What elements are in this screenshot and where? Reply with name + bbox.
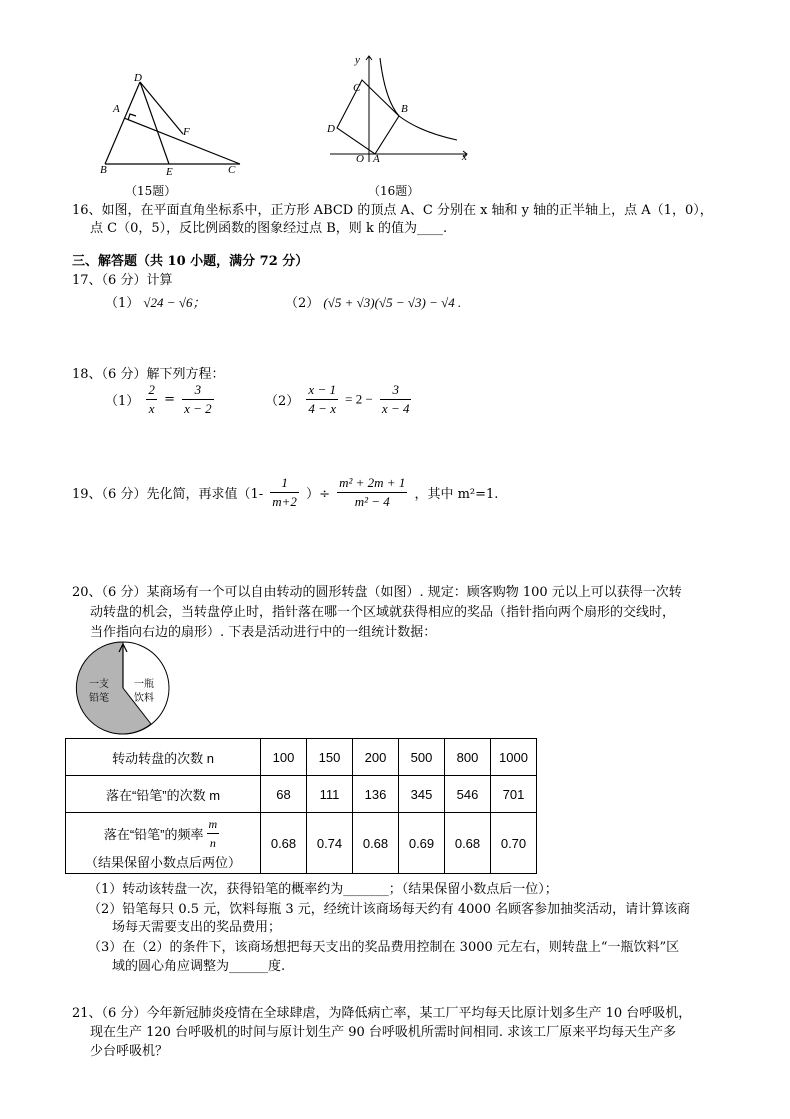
- question-20-sub3b: 域的圆心角应调整为______度.: [112, 959, 286, 974]
- q18-p1-den1: x: [148, 401, 155, 416]
- spinner-label-pencil-2: 铅笔: [89, 693, 109, 704]
- fig16-label-D: D: [327, 123, 335, 135]
- question-16-line1: 16、如图，在平面直角坐标系中，正方形 ABCD 的顶点 A、C 分别在 x 轴和 y 轴的正半轴上，点 A（1，0），: [72, 203, 713, 218]
- fig16-label-B: B: [401, 103, 408, 115]
- table-row: [66, 739, 537, 776]
- q18-part2-label: （2）: [265, 394, 300, 409]
- question-18-title: 18、（6 分）解下列方程：: [72, 367, 225, 382]
- q17-part2-expr: (√5 + √3)(√5 − √3) − √4 .: [323, 295, 462, 310]
- spinner-wheel: [70, 640, 176, 736]
- question-21-line2: 现在生产 120 台呼吸机的时间与原计划生产 90 台呼吸机所需时间相同. 求该工厂原来平均每天生产多: [90, 1025, 677, 1040]
- question-20-line2: 动转盘的机会，当转盘停止时，指针落在哪一个区域就获得相应的奖品（指针指向两个扇形的交线时，: [90, 605, 676, 620]
- q18-p2-num2: 3: [380, 381, 412, 400]
- fig15-label-F: F: [183, 126, 190, 138]
- table-cell: 0.69: [399, 813, 445, 874]
- fig15-label-D: D: [134, 72, 142, 84]
- table-cell: 0.68: [445, 813, 491, 874]
- q18-p2-num1: x − 1: [306, 381, 338, 400]
- q19-post: ，其中 m²=1.: [414, 487, 499, 502]
- table-row-header-spins: 转动转盘的次数 n: [66, 739, 261, 776]
- table-row-header-pencil-count: 落在“铅笔”的次数 m: [66, 776, 261, 813]
- table-row: [66, 776, 537, 813]
- fig15-caption: （15题）: [125, 184, 177, 198]
- statistics-table: [65, 738, 537, 874]
- q18-p2-den2: x − 4: [381, 401, 410, 416]
- question-17-part2: [285, 292, 461, 311]
- q17-part1-expr: √24 − √6；: [143, 295, 206, 310]
- fig16-label-x: x: [462, 151, 467, 163]
- question-20-sub2b: 场每天需要支出的奖品费用；: [112, 920, 282, 935]
- table-cell: 0.70: [491, 813, 537, 874]
- frequency-frac: [207, 815, 220, 852]
- question-16-line2: 点 C（0，5），反比例函数的图象经过点 B，则 k 的值为____.: [90, 221, 448, 236]
- spinner-label-drink-2: 饮料: [134, 693, 154, 704]
- question-17-title: 17、（6 分）计算: [72, 273, 173, 288]
- q18-p2-frac1: [306, 381, 338, 418]
- table-cell: 345: [399, 776, 445, 813]
- q17-part2-label: （2）: [285, 296, 320, 311]
- table-cell: 111: [307, 776, 353, 813]
- q19-den1: m+2: [272, 494, 297, 509]
- table-cell: 0.74: [307, 813, 353, 874]
- question-20-sub3a: （3）在（2）的条件下，该商场想把每天支出的奖品费用控制在 3000 元左右，则转盘上“一瓶饮料”区: [88, 940, 680, 955]
- q18-p2-mid: = 2 −: [345, 391, 373, 407]
- frequency-label: 落在“铅笔”的频率: [103, 827, 204, 842]
- q19-frac1: [270, 474, 299, 511]
- question-17-part1: [105, 292, 205, 311]
- q18-p2-frac2: [380, 381, 412, 418]
- fig15-label-E: E: [166, 166, 173, 178]
- q19-frac2: [337, 474, 407, 511]
- fig16-label-A: A: [373, 153, 380, 165]
- spinner-label-pencil-1: 一支: [89, 679, 109, 690]
- table-cell: 100: [261, 739, 307, 776]
- table-cell: 200: [353, 739, 399, 776]
- fig15-label-A: A: [113, 103, 120, 115]
- figure-15-triangle: [90, 68, 250, 178]
- frequency-note: （结果保留小数点后两位）: [84, 855, 241, 870]
- table-cell: 800: [445, 739, 491, 776]
- question-20-sub1: （1）转动该转盘一次，获得铅笔的概率约为_______；（结果保留小数点后一位）；: [88, 882, 558, 897]
- q18-p1-num1: 2: [146, 381, 157, 400]
- q19-den2: m² − 4: [354, 494, 390, 509]
- q18-p1-num2: 3: [182, 381, 214, 400]
- q19-div: ）÷: [306, 487, 330, 502]
- q19-num1: 1: [270, 474, 299, 493]
- fig16-caption: （16题）: [368, 184, 420, 198]
- question-20-sub2a: （2）铅笔每只 0.5 元，饮料每瓶 3 元，经统计该商场每天约有 4000 名顾客参加抽奖活动，请计算该商: [88, 902, 691, 917]
- table-cell: 1000: [491, 739, 537, 776]
- spinner-label-drink-1: 一瓶: [134, 679, 154, 690]
- fig15-label-C: C: [228, 164, 236, 176]
- q18-p1-frac2: [182, 381, 214, 418]
- table-cell: 150: [307, 739, 353, 776]
- question-20-line1: 20、（6 分）某商场有一个可以自由转动的圆形转盘（如图）. 规定：顾客购物 100 元以上可以获得一次转: [72, 585, 682, 600]
- question-20-line3: 当作指向右边的扇形）. 下表是活动进行中的一组统计数据：: [90, 625, 437, 640]
- frequency-frac-den: n: [209, 836, 216, 850]
- q19-pre: 19、（6 分）先化简，再求值（1-: [72, 487, 264, 502]
- table-cell: 701: [491, 776, 537, 813]
- table-row: [66, 813, 537, 874]
- section-3-heading: 三、解答题（共 10 小题，满分 72 分）: [72, 254, 309, 269]
- q18-p2-den1: 4 − x: [308, 401, 336, 416]
- fig16-label-O: O: [356, 153, 364, 165]
- q18-part1-label: （1）: [105, 394, 140, 409]
- question-18-part2: [265, 381, 414, 418]
- q18-p1-den2: x − 2: [184, 401, 212, 416]
- question-18-part1: [105, 381, 217, 418]
- q18-p1-eq: =: [164, 392, 175, 407]
- fig16-label-C: C: [353, 82, 361, 94]
- table-cell: 0.68: [261, 813, 307, 874]
- q17-part1-label: （1）: [105, 296, 140, 311]
- table-cell: 500: [399, 739, 445, 776]
- table-cell: 0.68: [353, 813, 399, 874]
- question-19: [72, 474, 498, 511]
- question-21-line3: 少台呼吸机？: [90, 1044, 169, 1059]
- frequency-frac-num: m: [207, 815, 220, 834]
- q18-p1-frac1: [146, 381, 157, 418]
- table-row-header-frequency: [66, 813, 261, 874]
- figure-16-coordinate-plane: [325, 50, 475, 170]
- table-cell: 546: [445, 776, 491, 813]
- table-cell: 68: [261, 776, 307, 813]
- fig16-label-y: y: [355, 54, 360, 66]
- fig15-label-B: B: [100, 164, 107, 176]
- question-21-line1: 21、（6 分）今年新冠肺炎疫情在全球肆虐，为降低病亡率，某工厂平均每天比原计划多生产 10 台呼吸机，: [72, 1006, 692, 1021]
- q19-num2: m² + 2m + 1: [337, 474, 407, 493]
- table-cell: 136: [353, 776, 399, 813]
